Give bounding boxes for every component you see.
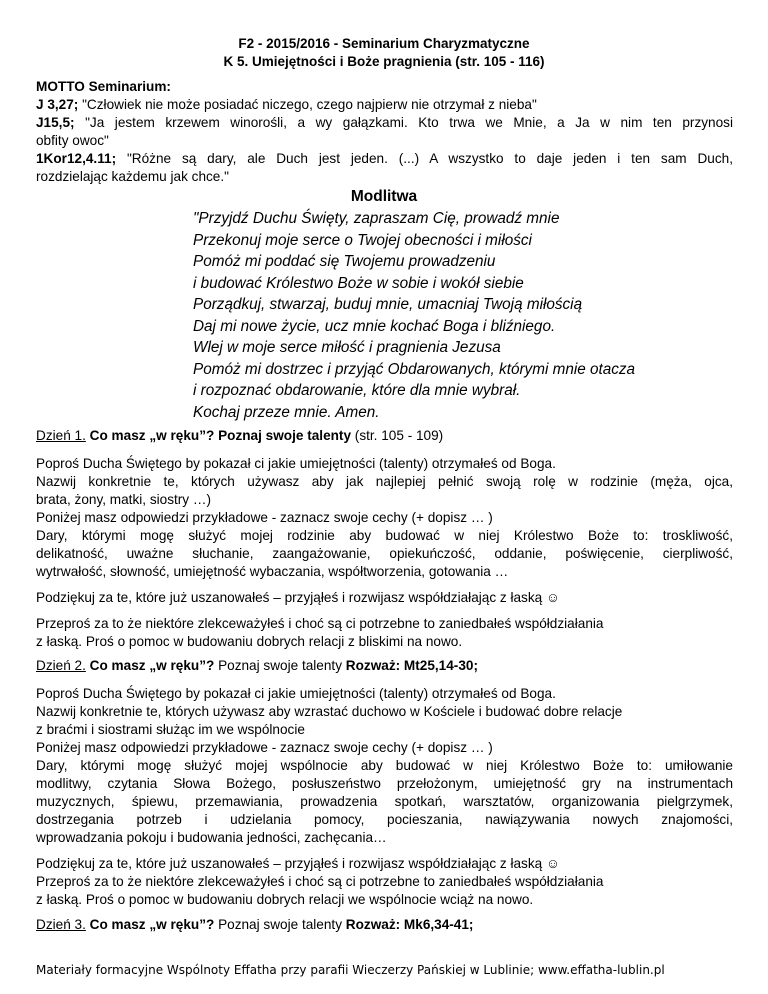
prayer-line: Porządkuj, stwarzaj, buduj mnie, umacniaj Twoją miłością bbox=[193, 296, 583, 313]
day-subheading: Poznaj swoje talenty bbox=[214, 917, 346, 932]
day-reference: Rozważ: Mt25,14-30; bbox=[345, 658, 478, 673]
motto-title: MOTTO Seminarium: bbox=[36, 79, 171, 94]
quote-ref: J15,5; bbox=[36, 115, 75, 130]
quote-ref: J 3,27; bbox=[36, 97, 79, 112]
apology-line: Przeproś za to że niektóre zlekceważyłeś i choć są ci potrzebne to zaniedbałeś współdziałania bbox=[36, 874, 604, 889]
day-heading: Co masz „w ręku”? Poznaj swoje talenty bbox=[85, 428, 352, 443]
paragraph-line: Poproś Ducha Świętego by pokazał ci jakie umiejętności (talenty) otrzymałeś od Boga. bbox=[36, 686, 556, 701]
document-title: F2 - 2015/2016 - Seminarium Charyzmatyczne bbox=[238, 36, 530, 51]
paragraph-line: wprowadzania pokoju i budowania jedności, zachęcania… bbox=[36, 830, 387, 845]
motto-quote-3-cont: rozdzielając każdemu jak chce." bbox=[36, 169, 229, 184]
day-pages: (str. 105 - 109) bbox=[351, 428, 444, 443]
paragraph-line: Poniżej masz odpowiedzi przykładowe - zaznacz swoje cechy (+ dopisz … ) bbox=[36, 510, 493, 525]
prayer-title: Modlitwa bbox=[350, 188, 418, 205]
prayer-line: i rozpoznać obdarowanie, które dla mnie wybrał. bbox=[193, 382, 521, 399]
day-label: Dzień 2. bbox=[36, 658, 86, 673]
apology-line: z łaską. Proś o pomoc w budowaniu dobrych relacji z bliskimi na nowo. bbox=[36, 634, 463, 649]
document-subtitle: K 5. Umiejętności i Boże pragnienia (str. 105 - 116) bbox=[223, 54, 545, 69]
paragraph-line: z braćmi i siostrami służąc im we wspólnocie bbox=[36, 722, 305, 737]
paragraph-line: Poproś Ducha Świętego by pokazał ci jakie umiejętności (talenty) otrzymałeś od Boga. bbox=[36, 456, 556, 471]
quote-text: "Człowiek nie może posiadać niczego, czego najpierw nie otrzymał z nieba" bbox=[78, 97, 537, 112]
day-3-heading bbox=[36, 917, 473, 932]
day-subheading: Poznaj swoje talenty bbox=[214, 658, 346, 673]
quote-text: "Różne są dary, ale Duch jest jeden. (...) A wszystko to daje jeden i ten sam Duch, bbox=[116, 151, 733, 166]
prayer-line: Pomóż mi poddać się Twojemu prowadzeniu bbox=[193, 253, 496, 270]
quote-ref: 1Kor12,4.11; bbox=[36, 151, 117, 166]
thanks-line: Podziękuj za te, które już uszanowałeś – przyjąłeś i rozwijasz współdziałając z łaską ☺ bbox=[36, 590, 560, 605]
prayer-line: Kochaj przeze mnie. Amen. bbox=[193, 404, 380, 421]
day-label: Dzień 1. bbox=[36, 428, 86, 443]
paragraph-line: brata, żony, matki, siostry …) bbox=[36, 492, 211, 507]
paragraph-line: Nazwij konkretnie te, których używasz aby wzrastać duchowo w Kościele i budować dobre relacje bbox=[36, 704, 623, 719]
thanks-line: Podziękuj za te, które już uszanowałeś – przyjąłeś i rozwijasz współdziałając z łaską ☺ bbox=[36, 856, 560, 871]
prayer-line: Przekonuj moje serce o Twojej obecności i miłości bbox=[193, 232, 532, 249]
prayer-line: Pomóż mi dostrzec i przyjąć Obdarowanych, którymi mnie otacza bbox=[193, 361, 636, 378]
day-heading: Co masz „w ręku”? bbox=[85, 917, 215, 932]
paragraph-line: Dary, którymi mogę służyć mojej rodzinie aby budować w niej Królestwo Boże to: troskliwość, bbox=[36, 528, 733, 543]
paragraph-line: modlitwy, czytania Słowa Bożego, posłuszeństwo przełożonym, umiejętność gry na instrumentach bbox=[36, 776, 733, 791]
paragraph-line: wytrwałość, słowność, umiejętność wybaczania, współtworzenia, gotowania … bbox=[36, 564, 509, 579]
day-2-heading bbox=[36, 658, 478, 673]
paragraph-line: Nazwij konkretnie te, których używasz aby jak najlepiej pełnić swoją rolę w rodzinie (męża, ojca, bbox=[36, 474, 733, 489]
quote-text: "Ja jestem krzewem winorośli, a wy gałązkami. Kto trwa we Mnie, a Ja w nim ten przynosi bbox=[74, 115, 733, 130]
motto-quote-3 bbox=[36, 151, 733, 166]
page-footer: Materiały formacyjne Wspólnoty Effatha przy parafii Wieczerzy Pańskiej w Lublinie; www.effatha-lublin.pl bbox=[36, 963, 665, 977]
day-heading: Co masz „w ręku”? bbox=[85, 658, 215, 673]
paragraph-line: Dary, którymi mogę służyć mojej wspólnocie aby budować w niej Królestwo Boże to: umiłowanie bbox=[36, 758, 733, 773]
day-label: Dzień 3. bbox=[36, 917, 86, 932]
prayer-line: "Przyjdź Duchu Święty, zapraszam Cię, prowadź mnie bbox=[193, 210, 560, 227]
day-reference: Rozważ: Mk6,34-41; bbox=[345, 917, 474, 932]
motto-quote-1 bbox=[36, 97, 537, 112]
motto-quote-2 bbox=[36, 115, 733, 130]
apology-line: Przeproś za to że niektóre zlekceważyłeś i choć są ci potrzebne to zaniedbałeś współdziałania bbox=[36, 616, 604, 631]
paragraph-line: delikatność, uważne słuchanie, zaangażowanie, opiekuńczość, oddanie, poświęcenie, cierpliwość, bbox=[36, 546, 733, 561]
paragraph-line: Poniżej masz odpowiedzi przykładowe - zaznacz swoje cechy (+ dopisz … ) bbox=[36, 740, 493, 755]
paragraph-line: muzycznych, śpiewu, przemawiania, prowadzenia spotkań, warsztatów, organizowania pielgrzymek, bbox=[36, 794, 733, 809]
paragraph-line: dostrzegania potrzeb i udzielania pomocy, pocieszania, nawiązywania nowych znajomości, bbox=[36, 812, 733, 827]
motto-quote-2-cont: obfity owoc" bbox=[36, 133, 109, 148]
prayer-line: i budować Królestwo Boże w sobie i wokół siebie bbox=[193, 275, 524, 292]
apology-line: z łaską. Proś o pomoc w budowaniu dobrych relacji we wspólnocie wciąż na nowo. bbox=[36, 892, 534, 907]
prayer-line: Daj mi nowe życie, ucz mnie kochać Boga i bliźniego. bbox=[193, 318, 556, 335]
day-1-heading bbox=[36, 428, 443, 443]
prayer-line: Wlej w moje serce miłość i pragnienia Jezusa bbox=[193, 339, 501, 356]
